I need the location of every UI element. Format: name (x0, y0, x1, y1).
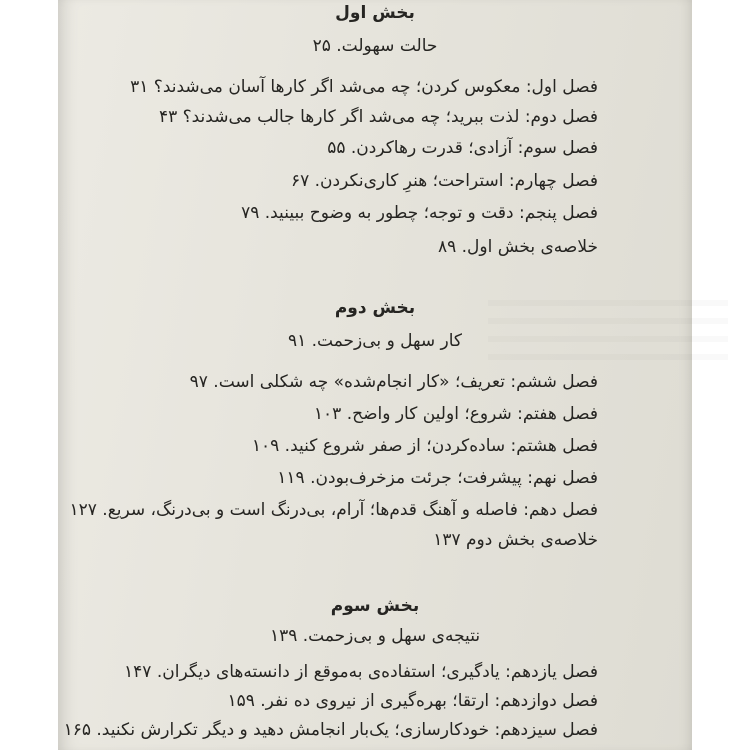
part-2-summary: خلاصه‌ی بخش دوم ۱۳۷ (433, 530, 598, 550)
part-1-summary: خلاصه‌ی بخش اول. ۸۹ (437, 237, 598, 257)
part-3-heading: بخش سوم (330, 596, 420, 616)
toc-entry: فصل ششم: تعریف؛ «کار انجام‌شده» چه شکلی است. ۹۷ (189, 372, 598, 392)
toc-entry: فصل نهم: پیشرفت؛ جرئت مزخرف‌بودن. ۱۱۹ (277, 468, 598, 488)
toc-entry: فصل اول: معکوس کردن؛ چه می‌شد اگر کارها آسان می‌شدند؟ ۳۱ (130, 77, 598, 97)
part-1-heading: بخش اول (335, 3, 415, 23)
toc-entry: فصل سیزدهم: خودکارسازی؛ یک‌بار انجامش دهید و دیگر تکرارش نکنید. ۱۶۵ (63, 720, 598, 740)
part-3-subtitle: نتیجه‌ی سهل و بی‌زحمت. ۱۳۹ (269, 626, 481, 646)
toc-entry: فصل یازدهم: یادگیری؛ استفاده‌ی به‌موقع از دانسته‌های دیگران. ۱۴۷ (124, 662, 598, 682)
toc-entry: فصل دهم: فاصله و آهنگ قدم‌ها؛ آرام، بی‌درنگ است و بی‌درنگ، سریع. ۱۲۷ (69, 500, 598, 520)
toc-entry: فصل سوم: آزادی؛ قدرت رهاکردن. ۵۵ (327, 138, 598, 158)
part-1-subtitle: حالت سهولت. ۲۵ (312, 36, 438, 56)
toc-entry: فصل چهارم: استراحت؛ هنرِ کاری‌نکردن. ۶۷ (290, 171, 598, 191)
toc-entry: فصل دوازدهم: ارتقا؛ بهره‌گیری از نیروی ده نفر. ۱۵۹ (227, 691, 598, 711)
part-2-heading: بخش دوم (334, 298, 416, 318)
toc-entry: فصل هفتم: شروع؛ اولین کار واضح. ۱۰۳ (313, 404, 598, 424)
toc-entry: فصل دوم: لذت ببرید؛ چه می‌شد اگر کارها جالب می‌شدند؟ ۴۳ (158, 107, 598, 127)
part-2-subtitle: کار سهل و بی‌زحمت. ۹۱ (287, 331, 463, 351)
toc-entry: فصل هشتم: ساده‌کردن؛ از صفر شروع کنید. ۱۰۹ (251, 436, 598, 456)
toc-entry: فصل پنجم: دقت و توجه؛ چطور به وضوح ببینید. ۷۹ (241, 203, 598, 223)
